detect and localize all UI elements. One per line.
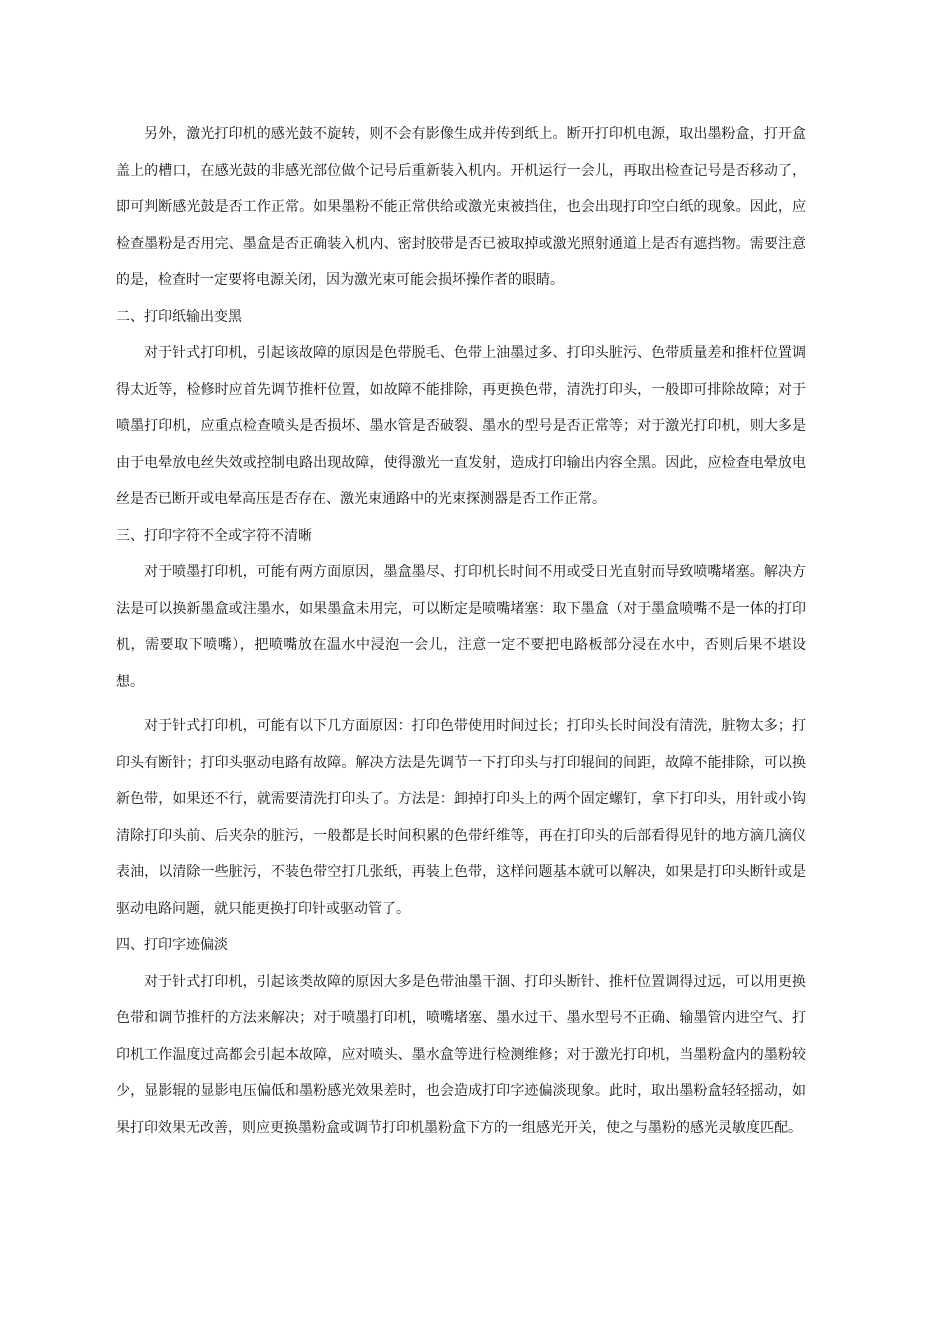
paragraph-dot-matrix-cleaning: 对于针式打印机，可能有以下几方面原因：打印色带使用时间过长；打印头长时间没有清洗，脏物太多；打印头有断针；打印头驱动电路有故障。解决方法是先调节一下打印头与打印辊间的间距，故障不能排除，可以换新色带，如果还不行，就需要清洗打印头了。方法是：卸掉打印头上的两个固定螺钉，拿下打印头，用针或小钩清除打印头前、后夹杂的脏污，一般都是长时间积累的色带纤维等，再在打印头的后部看得见针的地方滴几滴仪表油，以清除一些脏污，不装色带空打几张纸，再装上色带，这样问题基本就可以解决，如果是打印头断针或是驱动电路问题，就只能更换打印针或驱动管了。: [116, 718, 806, 917]
document-page: [116, 116, 806, 1146]
paragraph-faint-print: 对于针式打印机，引起该类故障的原因大多是色带油墨干涸、打印头断针、推杆位置调得过远，可以用更换色带和调节推杆的方法来解决；对于喷墨打印机，喷嘴堵塞、墨水过干、墨水型号不正确、输墨管内进空气、打印机工作温度过高都会引起本故障，应对喷头、墨水盒等进行检测维修；对于激光打印机，当墨粉盒内的墨粉较少，显影辊的显影电压偏低和墨粉感光效果差时，也会造成打印字迹偏淡现象。此时，取出墨粉盒轻轻摇动，如果打印效果无改善，则应更换墨粉盒或调节打印机墨粉盒下方的一组感光开关，使之与墨粉的感光灵敏度匹配。: [116, 973, 806, 1136]
paragraph-photoconductor-drum: 另外，激光打印机的感光鼓不旋转，则不会有影像生成并传到纸上。断开打印机电源，取出墨粉盒，打开盒盖上的槽口，在感光鼓的非感光部位做个记号后重新装入机内。开机运行一会儿，再取出检查记号是否移动了，即可判断感光鼓是否工作正常。如果墨粉不能正常供给或激光束被挡住，也会出现打印空白纸的现象。因此，应检查墨粉是否用完、墨盒是否正确装入机内、密封胶带是否已被取掉或激光照射通道上是否有遮挡物。需要注意的是，检查时一定要将电源关闭，因为激光束可能会损坏操作者的眼睛。: [116, 126, 806, 288]
section-heading-incomplete-characters: 三、打印字符不全或字符不清晰: [116, 527, 312, 544]
section-heading-faint-print: 四、打印字迹偏淡: [116, 937, 228, 953]
paragraph-paper-black: 对于针式打印机，引起该故障的原因是色带脱毛、色带上油墨过多、打印头脏污、色带质量差和推杆位置调得太近等，检修时应首先调节推杆位置，如故障不能排除，再更换色带，清洗打印头，一般即可排除故障；对于喷墨打印机，应重点检查喷头是否损坏、墨水管是否破裂、墨水的型号是否正常等；对于激光打印机，则大多是由于电晕放电丝失效或控制电路出现故障，使得激光一直发射，造成打印输出内容全黑。因此，应检查电晕放电丝是否已断开或电晕高压是否存在、激光束通路中的光束探测器是否工作正常。: [116, 345, 806, 507]
section-heading-paper-black: 二、打印纸输出变黑: [116, 308, 242, 325]
paragraph-inkjet-clogging: 对于喷墨打印机，可能有两方面原因，墨盒墨尽、打印机长时间不用或受日光直射而导致喷嘴堵塞。解决方法是可以换新墨盒或注墨水，如果墨盒未用完，可以断定是喷嘴堵塞：取下墨盒（对于墨盒喷嘴不是一体的打印机，需要取下喷嘴），把喷嘴放在温水中浸泡一会儿，注意一定不要把电路板部分浸在水中，否则后果不堪设想。: [116, 564, 806, 690]
paragraph-spacer: [116, 700, 806, 708]
